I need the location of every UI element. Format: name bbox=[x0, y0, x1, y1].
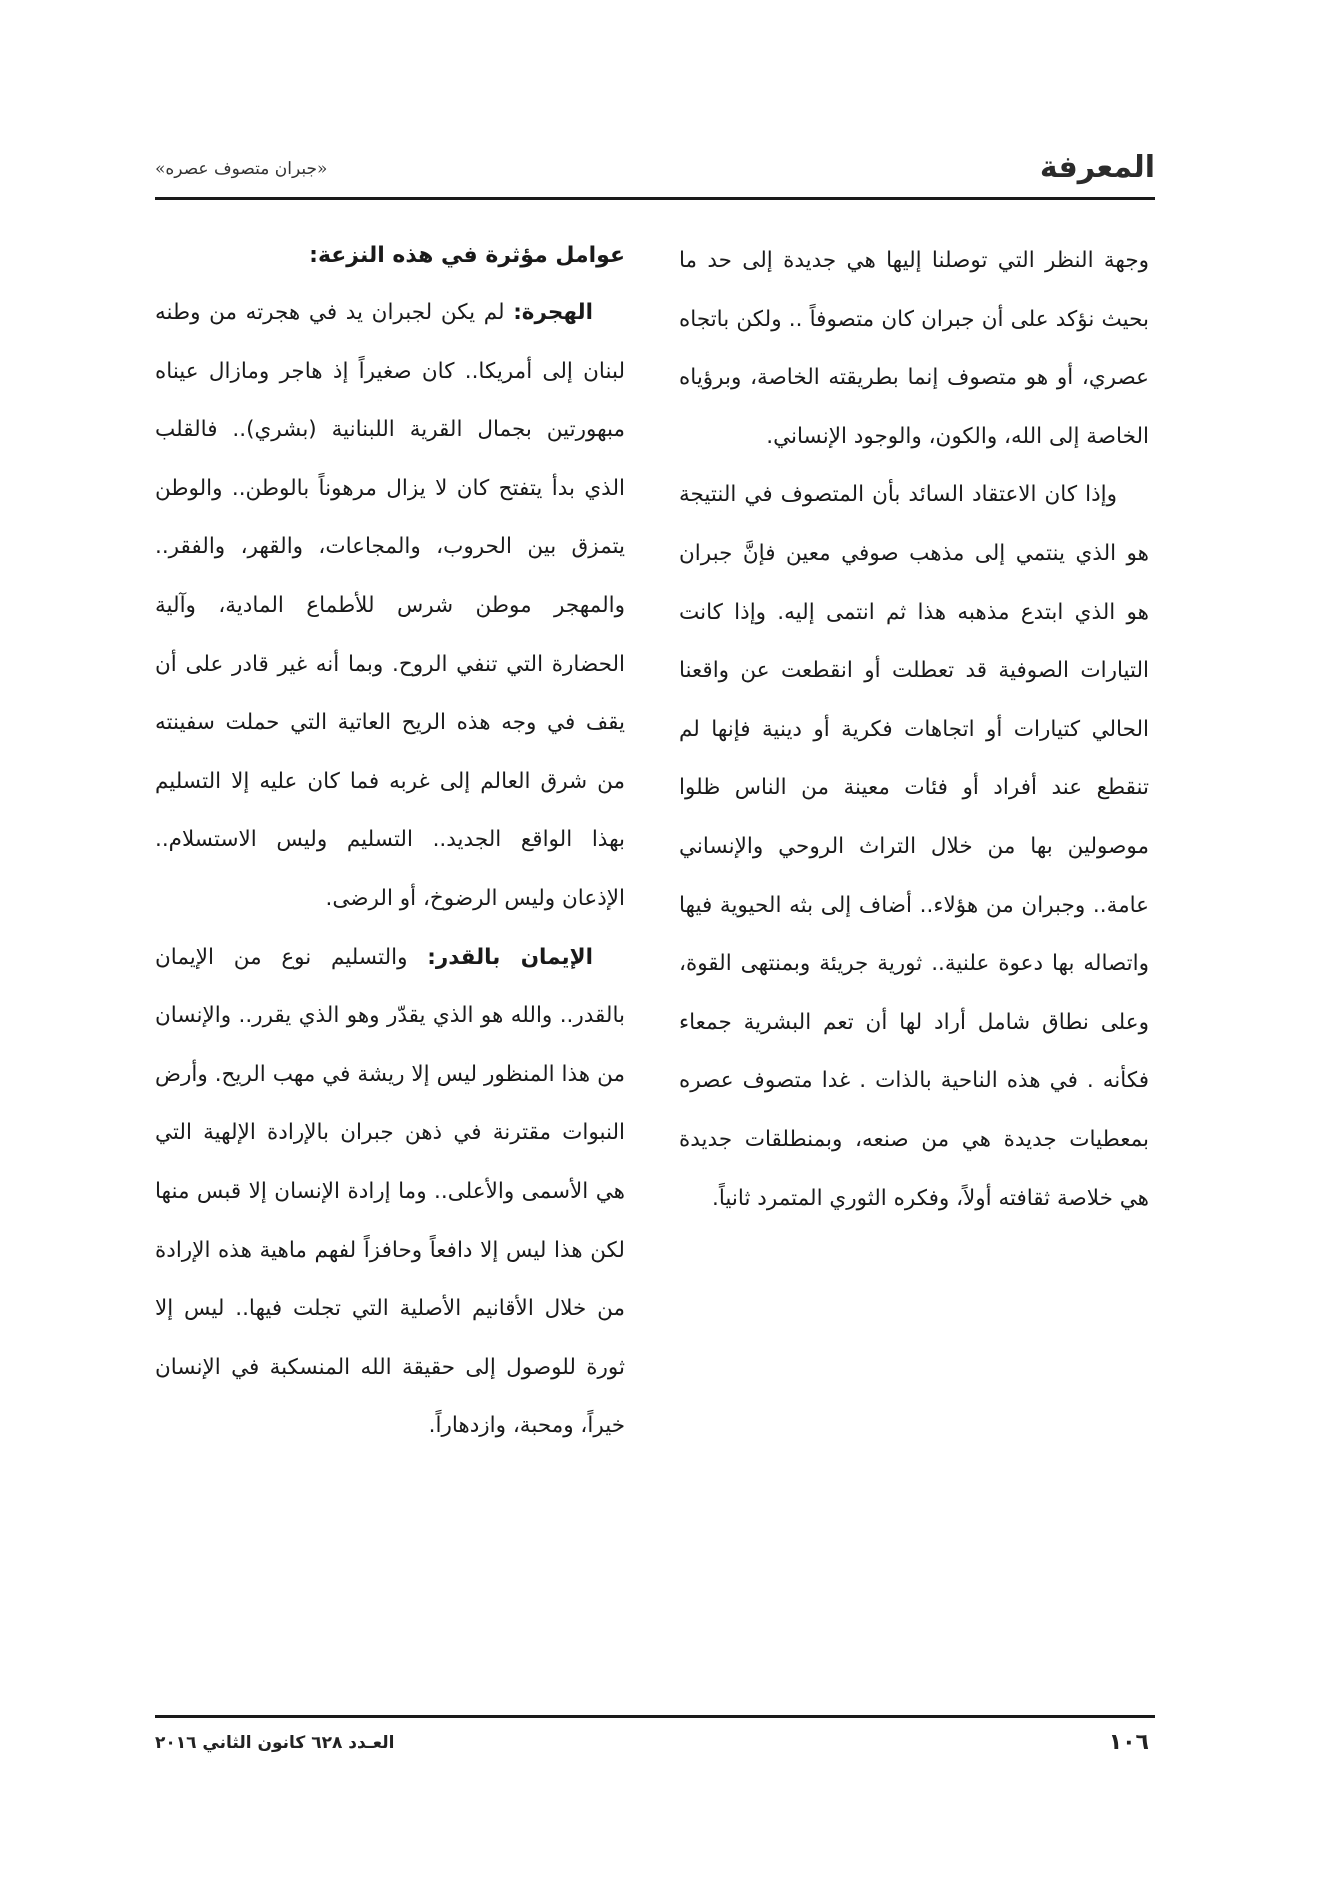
page-number: ١٠٦ bbox=[1108, 1730, 1149, 1755]
paragraph: وإذا كان الاعتقاد السائد بأن المتصوف في النتيجة هو الذي ينتمي إلى مذهب صوفي معين فإنَّ جبران هو الذي ابتدع مذهبه هذا ثم انتمى إليه. وإذا كانت التيارات الصوفية قد تعطلت أو انقطعت عن واقعنا الحالي كتيارات أو اتجاهات فكرية أو دينية فإنها لم تنقطع عند أفراد أو فئات معينة من الناس ظلوا موصولين بها من خلال التراث الروحي والإنساني عامة.. وجبران من هؤلاء.. أضاف إلى بثه الحيوية فيها واتصاله بها دعوة علنية.. ثورية جريئة وبمنتهى القوة، وعلى نطاق شامل أراد لها أن تعم البشرية جمعاء فكأنه . في هذه الناحية بالذات . غدا متصوف عصره بمعطيات جديدة هي من صنعه، وبمنطلقات جديدة هي خلاصة ثقافته أولاً، وفكره الثوري المتمرد ثانياً. bbox=[679, 482, 1149, 1211]
paragraph-lead: الإيمان بالقدر: bbox=[427, 944, 593, 970]
page-header bbox=[155, 148, 1155, 198]
paragraph: وجهة النظر التي توصلنا إليها هي جديدة إلى حد ما بحيث نؤكد على أن جبران كان متصوفاً .. ولكن باتجاه عصري، أو هو متصوف إنما بطريقته الخاصة، وبرؤياه الخاصة إلى الله، والكون، والوجود الإنساني. bbox=[679, 248, 1149, 449]
paragraph-text: لم يكن لجبران يد في هجرته من وطنه لبنان إلى أمريكا.. كان صغيراً إذ هاجر ومازال عيناه مبهورتين بجمال القرية اللبنانية (بشري).. فالقلب الذي بدأ يتفتح كان لا يزال مرهوناً بالوطن.. والوطن يتمزق بين الحروب، والمجاعات، والقهر، والفقر.. والمهجر موطن شرس للأطماع المادية، وآلية الحضارة التي تنفي الروح. وبما أنه غير قادر على أن يقف في وجه هذه الريح العاتية التي حملت سفينته من شرق العالم إلى غربه فما كان عليه إلا التسليم بهذا الواقع الجديد.. التسليم وليس الاستسلام.. الإذعان وليس الرضوخ، أو الرضى. bbox=[155, 300, 625, 911]
right-column bbox=[679, 232, 1149, 1228]
section-heading: عوامل مؤثرة في هذه النزعة: bbox=[309, 243, 625, 268]
paragraph bbox=[155, 929, 625, 1456]
footer-rule bbox=[155, 1715, 1155, 1718]
paragraph-lead: الهجرة: bbox=[513, 300, 593, 325]
issue-info: العـدد ٦٢٨ كانون الثاني ٢٠١٦ bbox=[155, 1733, 395, 1753]
paragraph-text: والتسليم نوع من الإيمان بالقدر.. والله هو الذي يقدّر وهو الذي يقرر.. والإنسان من هذا المنظور ليس إلا ريشة في مهب الريح. وأرض النبوات مقترنة في ذهن جبران بالإرادة الإلهية التي هي الأسمى والأعلى.. وما إرادة الإنسان إلا قبس منها لكن هذا ليس إلا دافعاً وحافزاً لفهم ماهية هذه الإرادة من خلال الأقانيم الأصلية التي تجلت فيها.. ليس إلا ثورة للوصول إلى حقيقة الله المنسكبة في الإنسان خيراً، ومحبة، وازدهاراً. bbox=[155, 944, 625, 1439]
running-title: «جبران متصوف عصره» bbox=[155, 159, 328, 179]
magazine-logo: المعرفة bbox=[1039, 150, 1155, 185]
header-rule bbox=[155, 197, 1155, 200]
paragraph bbox=[155, 284, 625, 929]
left-column bbox=[155, 228, 625, 1456]
